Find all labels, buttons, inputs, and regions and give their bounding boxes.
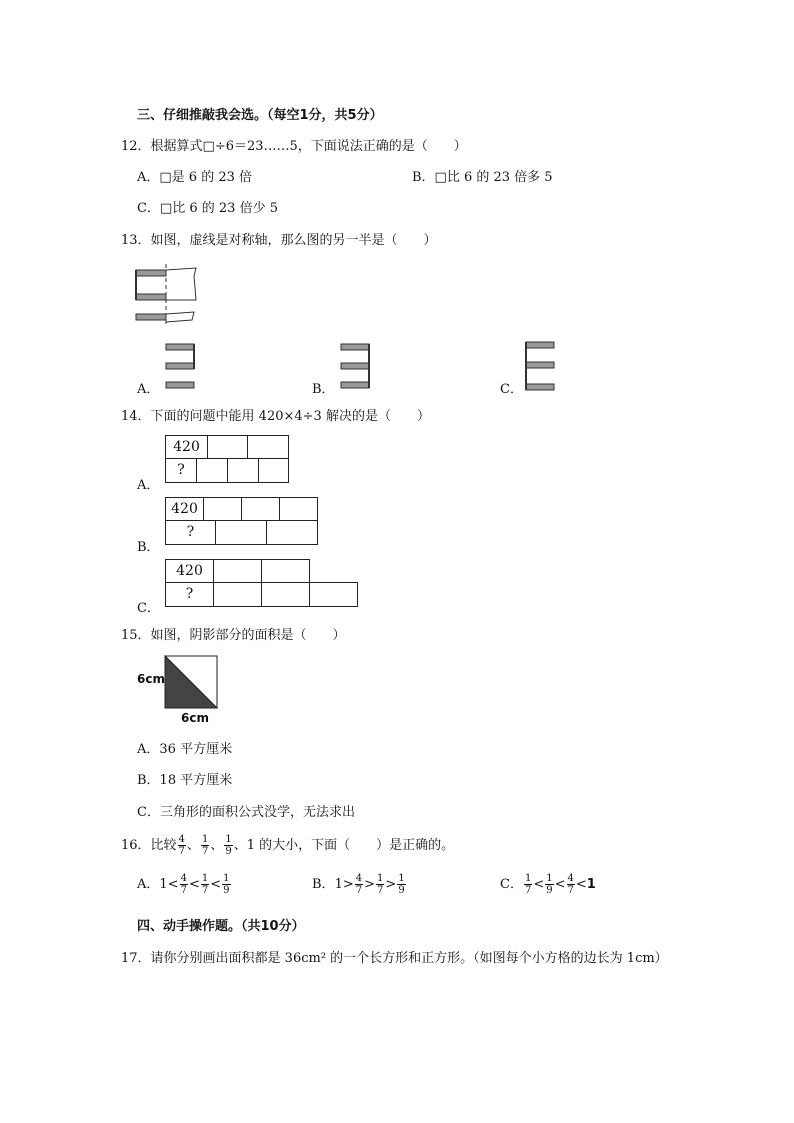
q13-option-a-figure (164, 342, 196, 390)
q12-option-c: C．□比 6 的 23 倍少 5 (137, 201, 278, 216)
q15-side-bottom-label: 6cm (181, 711, 209, 725)
q14-stem: 14．下面的问题中能用 420×4÷3 解决的是（ ） (121, 409, 430, 424)
q13-option-a-label: A． (137, 382, 160, 397)
section-4-title: 四、动手操作题。（共10分） (137, 919, 305, 934)
q14-a-known-cell: 420 (165, 435, 208, 459)
q14-option-a-label: A． (137, 478, 160, 493)
q12-option-a: A．□是 6 的 23 倍 (137, 170, 253, 185)
fraction-1-9: $\frac{1}{9}$ (225, 834, 232, 857)
q13-stem: 13．如图，虚线是对称轴，那么图的另一半是（ ） (121, 233, 437, 248)
q14-b-unknown-cell: ? (165, 520, 216, 545)
q15-side-left-label: 6cm (137, 672, 165, 686)
q16-option-c: C． $\frac{1}{7}$ < $\frac{1}{9}$ < $\frac{4}{7}$ <1 (500, 873, 596, 896)
q12-option-b: B．□比 6 的 23 倍多 5 (412, 170, 553, 185)
q13-half-figure (136, 264, 206, 326)
q15-option-b: B．18 平方厘米 (137, 773, 233, 788)
q13-option-b-figure (339, 342, 371, 390)
q15-stem: 15．如图，阴影部分的面积是（ ） (121, 628, 346, 643)
q13-option-c-label: C． (500, 382, 523, 397)
q17-stem: 17．请你分别画出面积都是 36cm² 的一个长方形和正方形。（如图每个小方格的边长为 1cm） (121, 951, 668, 966)
q14-option-c-label: C． (137, 601, 160, 616)
q14-c-unknown-cell: ? (165, 582, 214, 607)
section-3-title: 三、仔细推敲我会选。（每空1分，共5分） (137, 108, 383, 123)
q12-stem: 12．根据算式□÷6＝23……5，下面说法正确的是（ ） (121, 139, 467, 154)
q16-option-a: A．1< $\frac{4}{7}$ < $\frac{1}{7}$ < $\frac{1}{9}$ (137, 873, 230, 896)
q16-stem: 16．比较 $\frac{4}{7}$ 、 $\frac{1}{7}$ 、 $\frac{1}{9}$ 、1 的大小，下面（ ）是正确的。 (121, 834, 455, 857)
q15-square-figure (164, 655, 220, 709)
fraction-4-7: $\frac{4}{7}$ (178, 834, 185, 857)
fraction-1-7: $\frac{1}{7}$ (201, 834, 209, 857)
q14-option-b-label: B． (137, 540, 160, 555)
q15-option-c: C．三角形的面积公式没学，无法求出 (137, 805, 355, 820)
q16-option-b: B．1> $\frac{4}{7}$ > $\frac{1}{7}$ > $\frac{1}{9}$ (312, 873, 405, 896)
q14-c-known-cell: 420 (165, 559, 214, 583)
q14-a-unknown-cell: ? (165, 458, 197, 483)
q15-option-a: A．36 平方厘米 (137, 742, 233, 757)
q13-option-c-figure (524, 340, 556, 392)
q13-option-b-label: B． (312, 382, 335, 397)
q14-b-known-cell: 420 (165, 497, 204, 521)
